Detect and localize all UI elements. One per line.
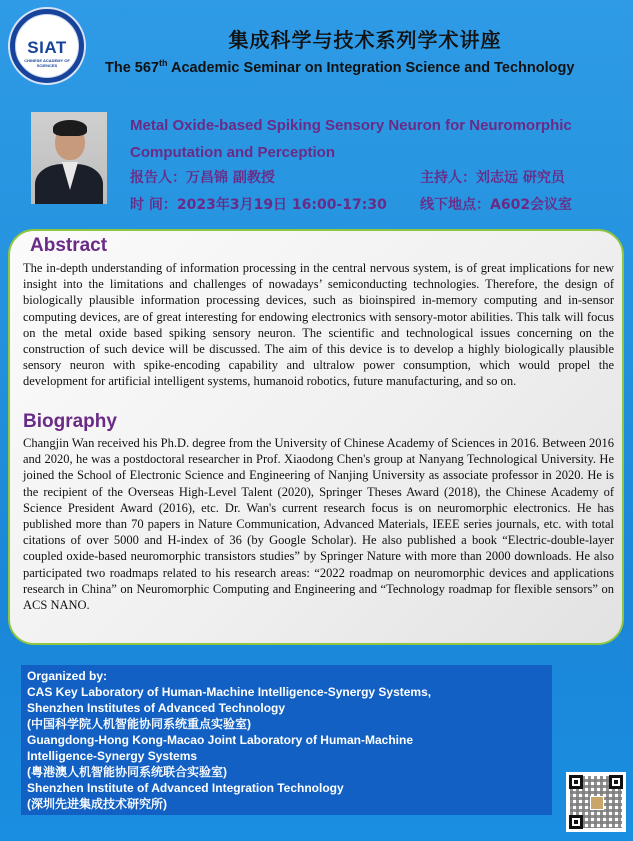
- qr-code-icon: [566, 772, 626, 832]
- title-en-suffix: Academic Seminar on Integration Science and Technology: [167, 60, 575, 76]
- host-info: 主持人：刘志远 研究员: [420, 170, 565, 186]
- title-en-ordinal: th: [159, 58, 168, 68]
- series-title-cn: 集成科学与技术系列学术讲座: [228, 28, 502, 52]
- organizers-panel: [21, 665, 552, 815]
- organizer-line: (粤港澳人机智能协同系统联合实验室): [27, 765, 227, 779]
- siat-logo: [8, 7, 86, 85]
- abstract-heading: Abstract: [30, 235, 108, 256]
- organizer-line: Shenzhen Institute of Advanced Integration Technology: [27, 781, 344, 795]
- talk-title: Metal Oxide-based Spiking Sensory Neuron for Neuromorphic Computation and Perception: [130, 117, 572, 161]
- photo-hair: [53, 120, 87, 136]
- venue-info: 线下地点：A602会议室: [420, 197, 573, 213]
- time-info: 时 间：2023年3月19日 16:00-17:30: [130, 197, 387, 213]
- organizers-label: Organized by:: [27, 669, 108, 683]
- organizer-line: Shenzhen Institutes of Advanced Technology: [27, 701, 286, 715]
- qr-finder-top-right: [609, 775, 623, 789]
- organizer-line: (深圳先进集成技术研究所): [27, 797, 167, 811]
- organizer-line: Guangdong-Hong Kong-Macao Joint Laboratory of Human-Machine: [27, 733, 413, 747]
- biography-heading: Biography: [23, 411, 117, 432]
- organizer-line: CAS Key Laboratory of Human-Machine Intelligence-Synergy Systems,: [27, 685, 432, 699]
- organizer-line: (中国科学院人机智能协同系统重点实验室): [27, 717, 251, 731]
- title-en-prefix: The 567: [105, 60, 159, 76]
- abstract-text: The in-depth understanding of information processing in the central nervous system, is of great implications for new insight into the limitations and challenges of nowadays’ semiconducting technologies. Therefore, the design of biologically plausible information processing devices, such as bioinspired in-memory computing and in-sensor computing devices, are of great interesting for endowing electronics with sensory-motor abilities. This talk will focus on the metal oxide based spiking sensory neuron. The scientific and technological issues concerning on the construction of such device will be discussed. The aim of this device is to develop a highly biologically plausible sensory neuron with spike-encoding capability and ultralow power consumption, which would propel the development for artificial intelligent systems, humanoid robotics, future manufacturing, and so on.: [23, 261, 614, 389]
- logo-subtext: CHINESE ACADEMY OF SCIENCES: [24, 58, 70, 68]
- logo-text: SIAT: [27, 38, 67, 57]
- qr-finder-bottom-left: [569, 815, 583, 829]
- series-title-en: [105, 60, 625, 76]
- speaker-photo: [31, 112, 107, 204]
- qr-finder-top-left: [569, 775, 583, 789]
- content-card: [8, 229, 624, 645]
- logo-ring: [15, 14, 79, 78]
- organizer-line: Intelligence-Synergy Systems: [27, 749, 198, 763]
- biography-text: Changjin Wan received his Ph.D. degree from the University of Chinese Academy of Sciences in 2016. Between 2016 and 2020, he was a postdoctoral researcher in Prof. Xiaodong Chen's group at Nanyang Technological University. He joined the School of Electronic Science and Engineering of Nanjing University as associate professor in 2020. He is the recipient of the Overseas High-Level Talent (2020), Springer Theses Award (2018), the Chinese Academy of Science President Award (2016), etc. Dr. Wan's current research focus is on neuromorphic electronics. He has published more than 70 papers in Nature Communication, Advanced Materials, IEEE series journals, etc. with total citations of over 5000 and H-index of 36 (by Google Scholar). He also published a book “Electric-double-layer coupled oxide-based neuromorphic transistors studies” by Springer Nature with more than 2000 downloads. He also participated two roadmaps related to his research areas: “2022 roadmap on neuromorphic devices and applications research in China” on Neuromorphic Computing and Engineering and “Technology roadmap for flexible sensors” on ACS NANO.: [23, 436, 614, 613]
- speaker-info: 报告人：万昌锦 副教授: [130, 170, 275, 186]
- qr-center-logo: [590, 796, 604, 810]
